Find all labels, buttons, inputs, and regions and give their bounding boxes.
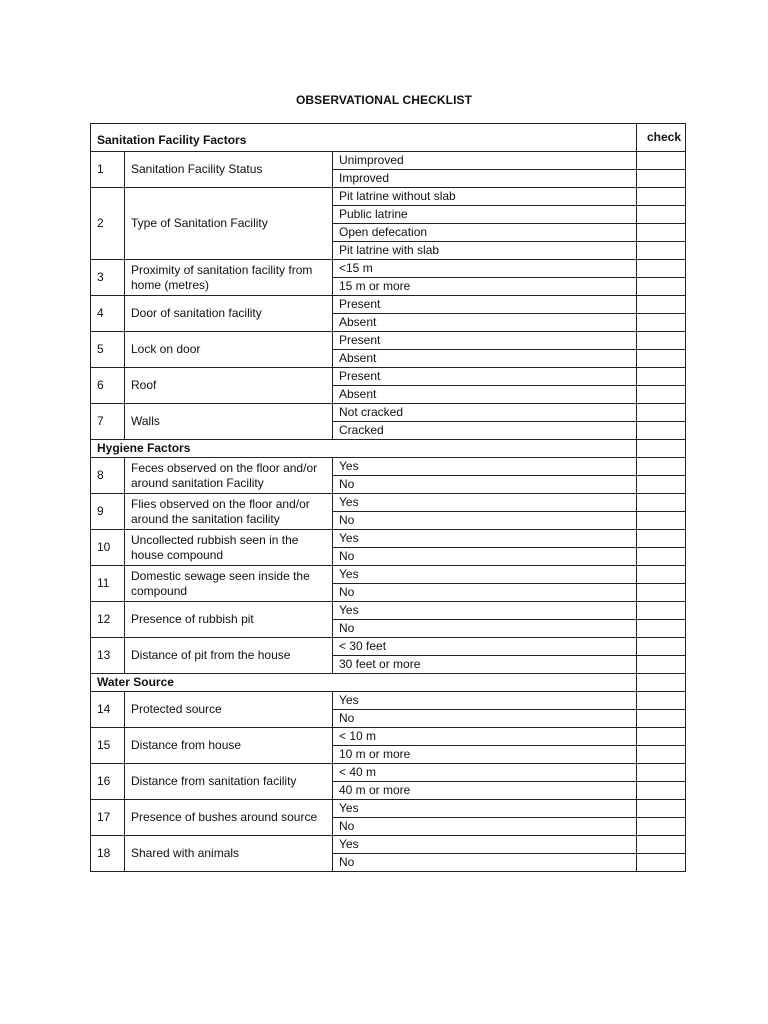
check-column-header: check (637, 124, 686, 152)
item-option: No (333, 854, 637, 872)
check-cell[interactable] (637, 440, 686, 458)
item-option: Yes (333, 458, 637, 476)
item-number: 6 (91, 368, 125, 404)
item-factor: Sanitation Facility Status (125, 152, 333, 188)
check-cell[interactable] (637, 512, 686, 530)
item-factor: Type of Sanitation Facility (125, 188, 333, 260)
item-option: No (333, 620, 637, 638)
table-row (91, 728, 686, 746)
item-option: Improved (333, 170, 637, 188)
item-option: 15 m or more (333, 278, 637, 296)
table-row (91, 368, 686, 386)
item-number: 3 (91, 260, 125, 296)
item-factor: Feces observed on the floor and/or around sanitation Facility (125, 458, 333, 494)
section-header-row (91, 674, 686, 692)
item-option: Yes (333, 566, 637, 584)
check-cell[interactable] (637, 170, 686, 188)
check-cell[interactable] (637, 350, 686, 368)
item-number: 12 (91, 602, 125, 638)
section-header-row (91, 440, 686, 458)
item-option: Absent (333, 386, 637, 404)
check-cell[interactable] (637, 224, 686, 242)
item-option: Open defecation (333, 224, 637, 242)
check-cell[interactable] (637, 656, 686, 674)
check-cell[interactable] (637, 692, 686, 710)
item-option: Pit latrine with slab (333, 242, 637, 260)
check-cell[interactable] (637, 854, 686, 872)
item-option: Not cracked (333, 404, 637, 422)
check-cell[interactable] (637, 818, 686, 836)
item-factor: Lock on door (125, 332, 333, 368)
check-cell[interactable] (637, 674, 686, 692)
item-number: 15 (91, 728, 125, 764)
item-number: 1 (91, 152, 125, 188)
check-cell[interactable] (637, 548, 686, 566)
check-cell[interactable] (637, 764, 686, 782)
table-row (91, 836, 686, 854)
check-cell[interactable] (637, 620, 686, 638)
page-title: OBSERVATIONAL CHECKLIST (295, 93, 473, 107)
table-row (91, 458, 686, 476)
item-factor: Distance of pit from the house (125, 638, 333, 674)
item-option: Yes (333, 836, 637, 854)
table-row (91, 494, 686, 512)
item-option: Yes (333, 530, 637, 548)
table-row (91, 188, 686, 206)
table-row (91, 296, 686, 314)
item-factor: Protected source (125, 692, 333, 728)
table-row (91, 692, 686, 710)
check-cell[interactable] (637, 782, 686, 800)
section-header-row (91, 124, 686, 152)
item-option: No (333, 584, 637, 602)
item-option: < 30 feet (333, 638, 637, 656)
check-cell[interactable] (637, 746, 686, 764)
check-cell[interactable] (637, 422, 686, 440)
item-number: 17 (91, 800, 125, 836)
item-option: Yes (333, 692, 637, 710)
check-cell[interactable] (637, 710, 686, 728)
table-row (91, 404, 686, 422)
check-cell[interactable] (637, 458, 686, 476)
check-cell[interactable] (637, 188, 686, 206)
item-option: No (333, 476, 637, 494)
check-cell[interactable] (637, 638, 686, 656)
table-row (91, 566, 686, 584)
item-factor: Flies observed on the floor and/or around the sanitation facility (125, 494, 333, 530)
item-number: 4 (91, 296, 125, 332)
check-cell[interactable] (637, 800, 686, 818)
section-heading: Water Source (91, 674, 637, 692)
section-heading: Sanitation Facility Factors (91, 124, 637, 152)
item-factor: Distance from sanitation facility (125, 764, 333, 800)
item-factor: Walls (125, 404, 333, 440)
check-cell[interactable] (637, 332, 686, 350)
table-row (91, 764, 686, 782)
table-row (91, 530, 686, 548)
check-cell[interactable] (637, 260, 686, 278)
item-number: 13 (91, 638, 125, 674)
item-number: 18 (91, 836, 125, 872)
check-cell[interactable] (637, 494, 686, 512)
item-option: No (333, 818, 637, 836)
item-option: No (333, 710, 637, 728)
checklist-body (91, 124, 686, 872)
item-option: Absent (333, 314, 637, 332)
item-number: 16 (91, 764, 125, 800)
check-cell[interactable] (637, 368, 686, 386)
check-cell[interactable] (637, 386, 686, 404)
item-factor: Proximity of sanitation facility from home (metres) (125, 260, 333, 296)
item-option: 30 feet or more (333, 656, 637, 674)
table-row (91, 260, 686, 278)
item-number: 14 (91, 692, 125, 728)
item-number: 11 (91, 566, 125, 602)
item-option: <15 m (333, 260, 637, 278)
item-option: 10 m or more (333, 746, 637, 764)
item-option: 40 m or more (333, 782, 637, 800)
item-factor: Presence of bushes around source (125, 800, 333, 836)
item-option: No (333, 512, 637, 530)
check-cell[interactable] (637, 206, 686, 224)
check-cell[interactable] (637, 404, 686, 422)
check-cell[interactable] (637, 476, 686, 494)
item-option: Yes (333, 800, 637, 818)
table-row (91, 152, 686, 170)
item-option: Present (333, 296, 637, 314)
item-number: 2 (91, 188, 125, 260)
item-number: 7 (91, 404, 125, 440)
check-cell[interactable] (637, 602, 686, 620)
check-cell[interactable] (637, 566, 686, 584)
check-cell[interactable] (637, 152, 686, 170)
item-factor: Domestic sewage seen inside the compound (125, 566, 333, 602)
item-option: Cracked (333, 422, 637, 440)
item-option: Present (333, 332, 637, 350)
check-cell[interactable] (637, 278, 686, 296)
item-number: 5 (91, 332, 125, 368)
item-factor: Door of sanitation facility (125, 296, 333, 332)
item-factor: Shared with animals (125, 836, 333, 872)
item-factor: Uncollected rubbish seen in the house compound (125, 530, 333, 566)
check-cell[interactable] (637, 728, 686, 746)
check-cell[interactable] (637, 530, 686, 548)
table-row (91, 602, 686, 620)
item-option: < 40 m (333, 764, 637, 782)
item-number: 9 (91, 494, 125, 530)
item-option: Present (333, 368, 637, 386)
item-option: Yes (333, 494, 637, 512)
item-number: 10 (91, 530, 125, 566)
item-option: Yes (333, 602, 637, 620)
item-option: Public latrine (333, 206, 637, 224)
check-cell[interactable] (637, 242, 686, 260)
check-cell[interactable] (637, 314, 686, 332)
item-number: 8 (91, 458, 125, 494)
item-factor: Distance from house (125, 728, 333, 764)
table-row (91, 800, 686, 818)
item-factor: Presence of rubbish pit (125, 602, 333, 638)
check-cell[interactable] (637, 584, 686, 602)
check-cell[interactable] (637, 296, 686, 314)
table-row (91, 332, 686, 350)
item-option: Absent (333, 350, 637, 368)
item-option: Pit latrine without slab (333, 188, 637, 206)
item-option: < 10 m (333, 728, 637, 746)
item-option: Unimproved (333, 152, 637, 170)
item-factor: Roof (125, 368, 333, 404)
section-heading: Hygiene Factors (91, 440, 637, 458)
check-cell[interactable] (637, 836, 686, 854)
table-row (91, 638, 686, 656)
checklist-table (90, 123, 686, 872)
item-option: No (333, 548, 637, 566)
